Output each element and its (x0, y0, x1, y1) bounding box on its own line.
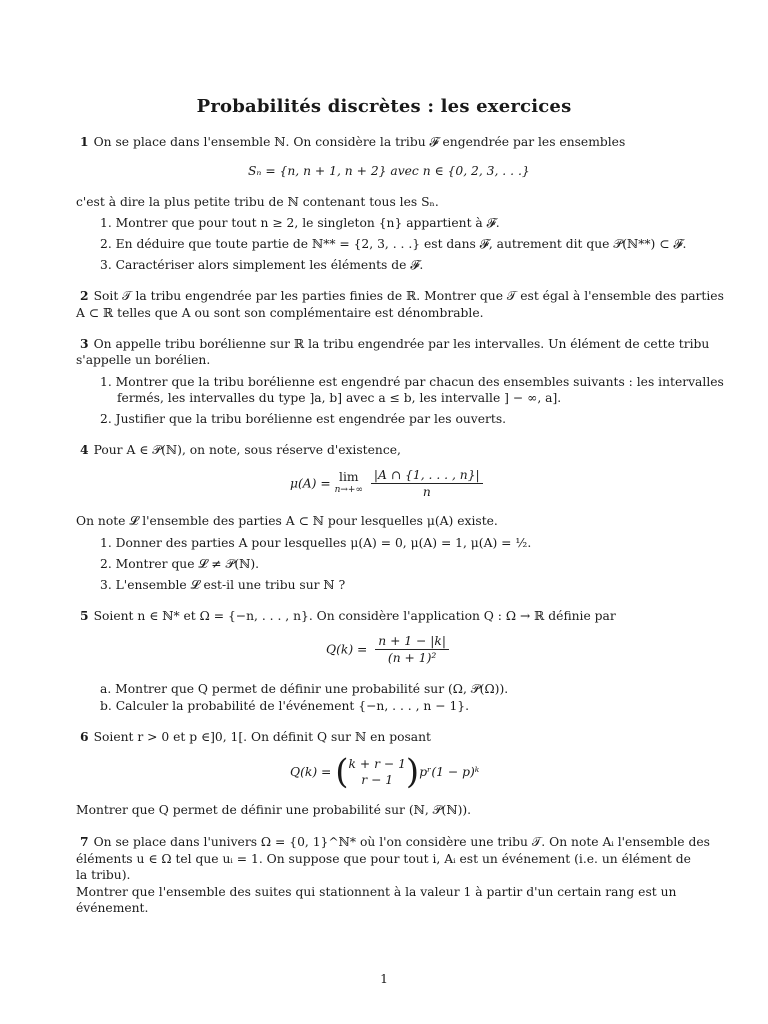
exercise-7-number: 7 (80, 834, 89, 849)
exercise-4-equation (290, 468, 487, 499)
exercise-1-after: c'est à dire la plus petite tribu de ℕ contenant tous les Sₙ. (76, 195, 439, 209)
exercise-5-intro (80, 608, 616, 624)
page-number: 1 (380, 972, 388, 986)
exercise-2-line-1-text: Soit 𝒯 la tribu engendrée par les parties finies de ℝ. Montrer que 𝒯 est égal à l'ensemble des parties (93, 289, 724, 303)
exercise-6-open-paren: ( (335, 752, 349, 792)
exercise-5-equation (326, 634, 453, 665)
exercise-1-intro-text: On se place dans l'ensemble ℕ. On considère la tribu 𝓕 engendrée par les ensembles (93, 135, 626, 149)
exercise-1-equation: Sₙ = {n, n + 1, n + 2} avec n ∈ {0, 2, 3, . . .} (248, 164, 530, 178)
exercise-6-binomial (349, 756, 406, 788)
exercise-3-item-1: 1. Montrer que la tribu borélienne est engendré par chacun des ensembles suivants : les intervalles (100, 375, 724, 389)
exercise-3-item-2: 2. Justifier que la tribu borélienne est engendrée par les ouverts. (100, 412, 507, 426)
exercise-4-eq-lhs: μ(A) = (290, 476, 335, 491)
exercise-4-eq-lim-sub: n→+∞ (334, 484, 363, 495)
page-title: Probabilités discrètes : les exercices (196, 96, 572, 117)
exercise-1-item-1: 1. Montrer que pour tout n ≥ 2, le singleton {n} appartient à 𝓕. (100, 216, 500, 230)
exercise-1-item-3: 3. Caractériser alors simplement les éléments de 𝓕. (100, 258, 424, 272)
exercise-6-close-paren: ) (405, 752, 420, 792)
exercise-4-after: On note 𝓛 l'ensemble des parties A ⊂ ℕ pour lesquelles μ(A) existe. (76, 514, 498, 528)
exercise-5-eq-numerator: n + 1 − |k| (375, 634, 449, 650)
exercise-5-item-b: b. Calculer la probabilité de l'événement {−n, . . . , n − 1}. (100, 699, 470, 713)
exercise-7-line-3: la tribu). (76, 868, 131, 882)
exercise-5-intro-text: Soient n ∈ ℕ* et Ω = {−n, . . . , n}. On considère l'application Q : Ω → ℝ définie par (93, 609, 616, 623)
exercise-5-item-a: a. Montrer que Q permet de définir une probabilité sur (Ω, 𝒫(Ω)). (100, 682, 509, 696)
exercise-5-eq-fraction (375, 634, 449, 665)
exercise-6-eq-rhs: pʳ(1 − p)ᵏ (419, 765, 480, 779)
exercise-6-after: Montrer que Q permet de définir une probabilité sur (ℕ, 𝒫(ℕ)). (76, 803, 472, 817)
exercise-6-intro-text: Soient r > 0 et p ∈]0, 1[. On définit Q sur ℕ en posant (93, 730, 431, 744)
exercise-6-binom-bottom: r − 1 (361, 773, 394, 787)
exercise-3-number: 3 (80, 336, 89, 351)
exercise-2-line-2: A ⊂ ℝ telles que A ou sont son complémentaire est dénombrable. (76, 306, 484, 320)
exercise-6-equation (290, 752, 479, 792)
exercise-6-binom-top: k + r − 1 (348, 757, 406, 771)
exercise-4-number: 4 (80, 442, 89, 457)
exercise-4-eq-numerator: |A ∩ {1, . . . , n}| (371, 468, 483, 484)
exercise-7-line-5: événement. (76, 901, 149, 915)
exercise-6-number: 6 (80, 729, 89, 744)
exercise-3-line-1 (80, 336, 709, 352)
exercise-3-line-1-text: On appelle tribu borélienne sur ℝ la tribu engendrée par les intervalles. Un élément de cette tribu (93, 337, 710, 351)
exercise-6-intro (80, 729, 431, 745)
exercise-7-line-1 (80, 834, 710, 850)
exercise-3-item-1-cont: fermés, les intervalles du type ]a, b] avec a ≤ b, les intervalle ] − ∞, a]. (117, 391, 562, 405)
exercise-1-item-2: 2. En déduire que toute partie de ℕ** = {2, 3, . . .} est dans 𝓕, autrement dit que 𝒫(ℕ**) ⊂ 𝓕. (100, 237, 687, 251)
exercise-4-eq-fraction (371, 468, 483, 499)
exercise-4-item-1: 1. Donner des parties A pour lesquelles μ(A) = 0, μ(A) = 1, μ(A) = ½. (100, 536, 532, 550)
exercise-4-item-3: 3. L'ensemble 𝓛 est-il une tribu sur ℕ ? (100, 578, 346, 592)
exercise-7-line-4: Montrer que l'ensemble des suites qui stationnent à la valeur 1 à partir d'un certain rang est un (76, 885, 677, 899)
exercise-3-line-2: s'appelle un borélien. (76, 353, 211, 367)
exercise-4-intro (80, 442, 401, 458)
exercise-5-eq-lhs: Q(k) = (326, 642, 372, 657)
exercise-7-line-1-text: On se place dans l'univers Ω = {0, 1}^ℕ* où l'on considère une tribu 𝒯. On note Aᵢ l'ensemble des (93, 835, 710, 849)
exercise-5-eq-denominator: (n + 1)² (387, 651, 437, 665)
exercise-7-line-2: éléments u ∈ Ω tel que uᵢ = 1. On suppose que pour tout i, Aᵢ est un événement (i.e. un élément de (76, 852, 691, 866)
exercise-4-eq-limit (335, 471, 363, 497)
exercise-4-eq-lim-word: lim (339, 469, 359, 484)
exercise-1-number: 1 (80, 134, 89, 149)
exercise-5-number: 5 (80, 608, 89, 623)
exercise-2-number: 2 (80, 288, 89, 303)
exercise-1-intro (80, 134, 625, 150)
exercise-6-eq-lhs: Q(k) = (290, 765, 336, 779)
exercise-4-item-2: 2. Montrer que 𝓛 ≠ 𝒫(ℕ). (100, 557, 260, 571)
exercise-4-intro-text: Pour A ∈ 𝒫(ℕ), on note, sous réserve d'existence, (93, 443, 401, 457)
exercise-2-line-1 (80, 288, 724, 304)
exercise-4-eq-denominator: n (422, 485, 431, 499)
